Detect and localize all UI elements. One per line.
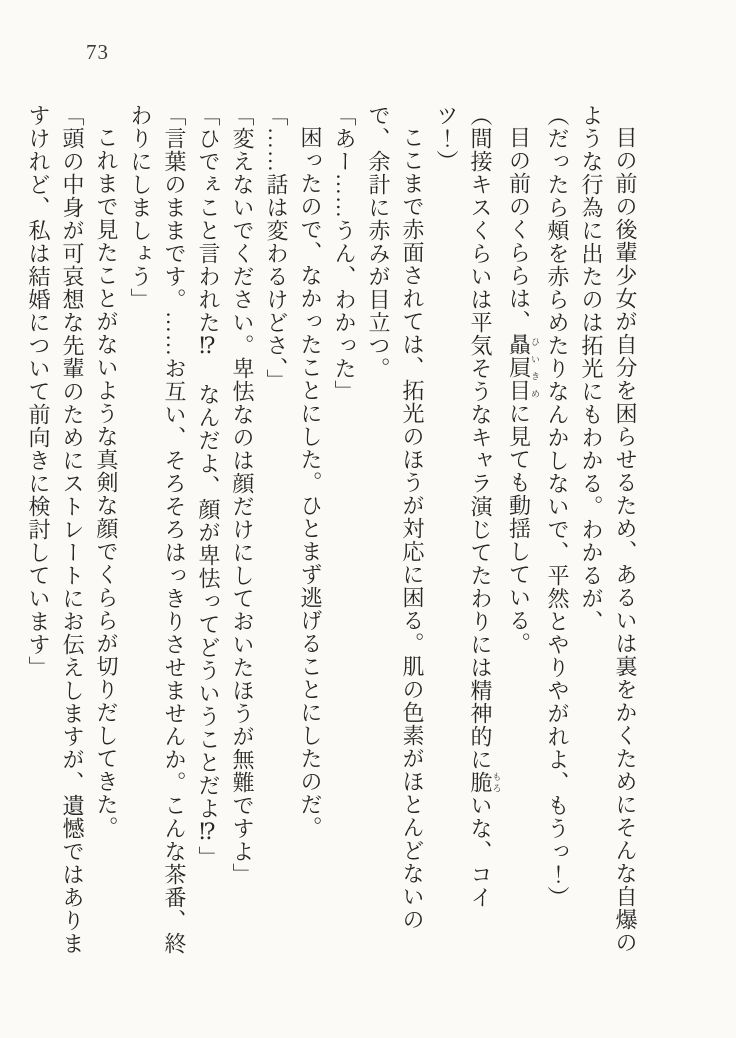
paragraph: 「変えないでください。卑怯なのは顔だけにしておいたほうが無難ですよ」 xyxy=(230,104,255,886)
paragraph: 「ひでぇこと言われた⁉ なんだよ、顔が卑怯ってどういうことだよ⁉」 xyxy=(196,104,221,869)
vertical-text-block xyxy=(26,104,642,956)
paragraph: 「あー……うん、わかった」 xyxy=(332,104,357,403)
paragraph: （間接キスくらいは平気そうなキャラ演じてたわりには精神的に脆もろいな、コイツ！） xyxy=(434,104,502,909)
paragraph: 目の前のくららは、贔屓目ひいきめに見ても動揺している。 xyxy=(506,126,540,655)
paragraph: 困ったので、なかったことにした。ひとまず逃げることにしたのだ。 xyxy=(298,126,323,839)
furigana-ruby: 脆もろ xyxy=(468,771,502,794)
paragraph: 「頭の中身が可哀想な先輩のためにストレートにお伝えしますが、遺憾ではありますけれど、私は結婚について前向きに検討しています」 xyxy=(26,104,85,955)
paragraph: （だったら頰を赤らめたりなんかしないで、平然とやりやがれよ、もうっ！） xyxy=(545,104,570,909)
paragraph: ここまで赤面されては、拓光のほうが対応に困る。肌の色素がほとんどないので、余計に赤みが目立つ。 xyxy=(366,104,425,931)
paragraph: これまで見たことがないような真剣な顔でくららが切りだしてきた。 xyxy=(94,126,119,839)
furigana-ruby: 贔屓目ひいきめ xyxy=(506,333,540,402)
paragraph: 「言葉のままです。……お互い、そろそろはっきりさせませんか。こんな茶番、終わりにしましょう」 xyxy=(128,104,187,955)
paragraph: 「……話は変わるけどさ、」 xyxy=(264,104,289,392)
page-number: 73 xyxy=(86,40,109,64)
paragraph: 目の前の後輩少女が自分を困らせるため、あるいは裏をかくためにそんな自爆のような行為に出たのは拓光にもわかる。わかるが、 xyxy=(579,104,638,954)
